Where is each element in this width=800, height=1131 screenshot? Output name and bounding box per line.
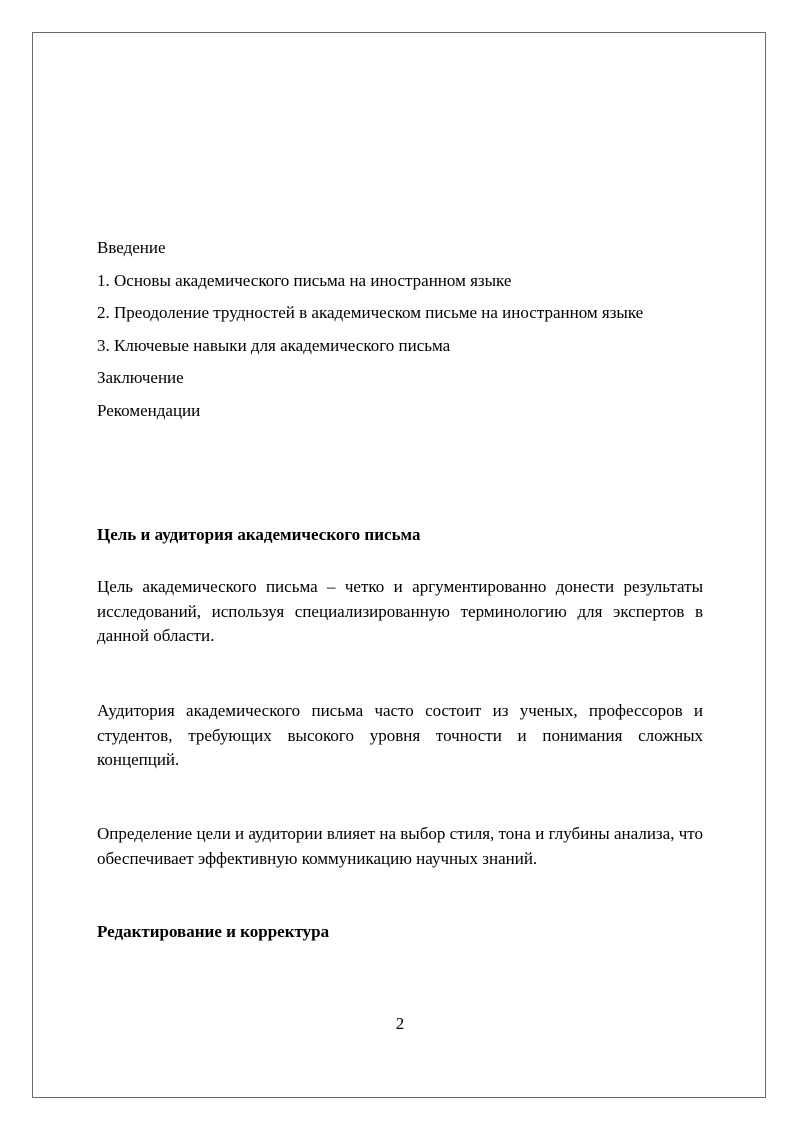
paragraph-definition: Определение цели и аудитории влияет на выбор стиля, тона и глубины анализа, что обеспечивает эффективную коммуникацию научных знаний.: [97, 824, 703, 868]
paragraph-purpose: Цель академического письма – четко и аргументированно донести результаты исследований, используя специализированную терминологию для экспертов в данной области.: [97, 577, 703, 645]
paragraph-audience: Аудитория академического письма часто состоит из ученых, профессоров и студентов, требующих высокого уровня точности и понимания сложных концепций.: [97, 701, 703, 769]
toc-item-chapter-1: 1. Основы академического письма на иностранном языке: [97, 270, 512, 290]
toc-item-conclusion: Заключение: [97, 368, 184, 387]
toc-item-introduction: Введение: [97, 238, 166, 257]
section-heading-purpose-audience: Цель и аудитория академического письма: [97, 525, 421, 544]
toc-item-chapter-2: 2. Преодоление трудностей в академическом письме на иностранном языке: [97, 303, 644, 322]
page-number: 2: [395, 1014, 405, 1033]
section-heading-editing: Редактирование и корректура: [97, 922, 330, 941]
toc-item-recommendations: Рекомендации: [97, 400, 201, 420]
table-of-contents: [97, 232, 703, 427]
toc-item-chapter-3: 3. Ключевые навыки для академического письма: [97, 335, 451, 355]
